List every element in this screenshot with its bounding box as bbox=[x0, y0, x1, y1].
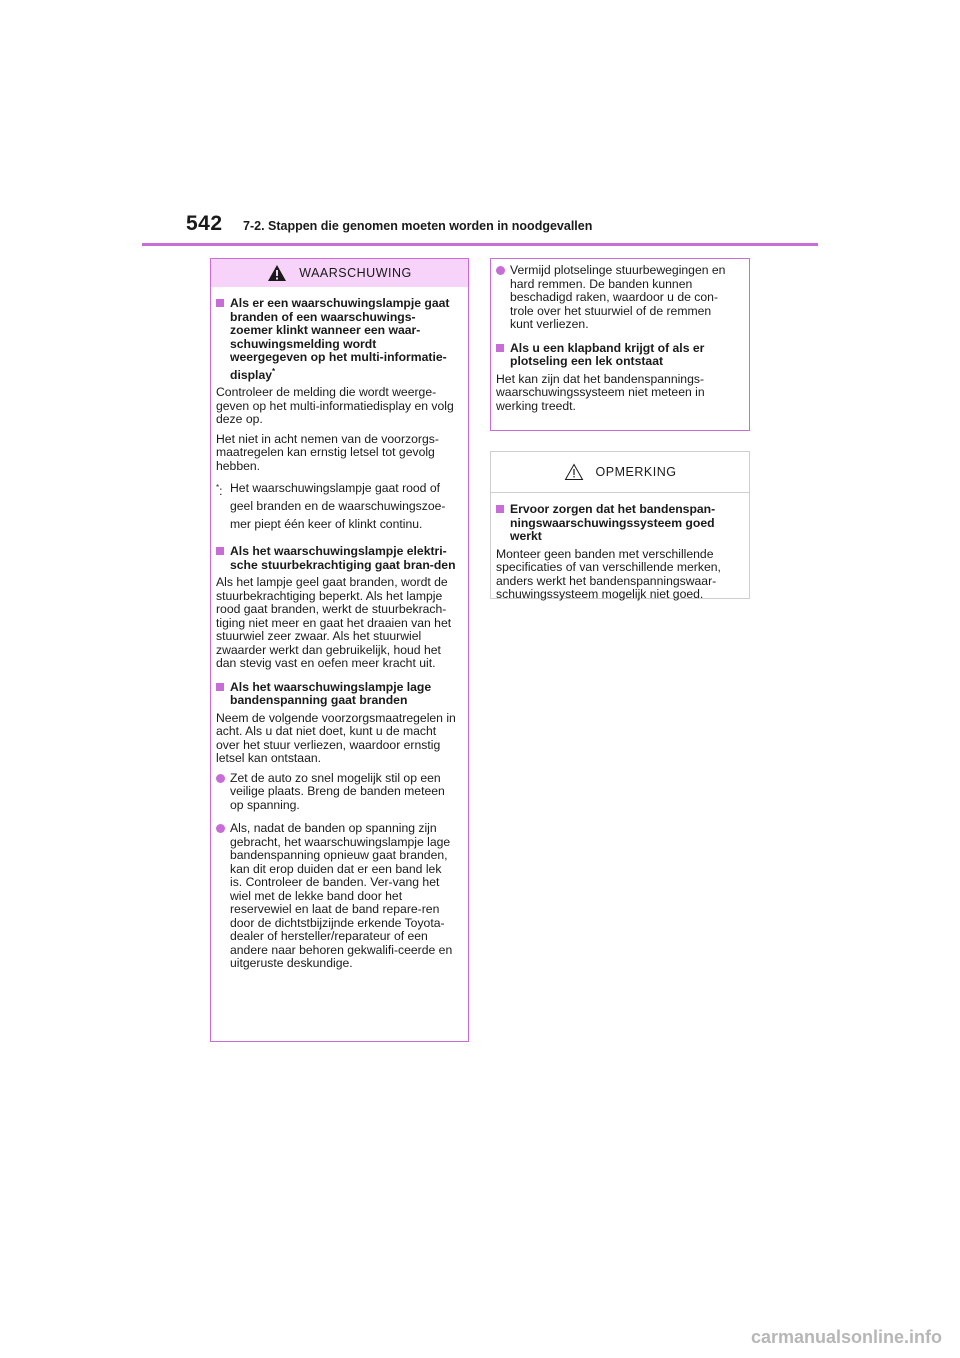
note-box-header bbox=[491, 452, 749, 493]
paragraph: Controleer de melding die wordt weerge-geven op het multi-informatiedisplay en volg deze op. bbox=[216, 385, 454, 427]
square-bullet-icon bbox=[216, 683, 224, 691]
list-item-text: Zet de auto zo snel mogelijk stil op een veilige plaats. Breng de banden meteen op spanning. bbox=[230, 770, 445, 812]
section-heading bbox=[496, 503, 737, 544]
section-heading-text: Als er een waarschuwingslampje gaat branden of een waarschuwings-zoemer klinkt wanneer een waar-schuwingsmelding wordt weergegeven op het multi-informatie-display* bbox=[230, 296, 450, 382]
warning-triangle-icon bbox=[267, 264, 287, 282]
footnote-text: Het waarschuwingslampje gaat rood of geel branden en de waarschuwingszoe-mer piept één keer of klinkt continu. bbox=[230, 481, 446, 532]
paragraph: Neem de volgende voorzorgsmaatregelen in acht. Als u dat niet doet, kunt u de macht over het stuur verliezen, waardoor ernstig letsel kan ontstaan. bbox=[216, 710, 456, 766]
running-title: 7-2. Stappen die genomen moeten worden in noodgevallen bbox=[243, 219, 593, 233]
section-heading bbox=[216, 545, 456, 572]
round-bullet-icon bbox=[216, 824, 225, 833]
list-item bbox=[496, 264, 737, 332]
paragraph: Als het lampje geel gaat branden, wordt de stuurbekrachtiging beperkt. Als het lampje rood gaat branden, werkt de stuurbekrach-tiging niet meer en gaat het draaien van het stuurwiel zeer zwaar. Als het stuurwiel zwaarder werkt dan gebruikelijk, houd het dan stevig vast en oefen meer kracht uit. bbox=[216, 575, 452, 671]
paragraph: Het niet in acht nemen van de voorzorgs-maatregelen kan ernstig letsel tot gevolg hebben. bbox=[216, 431, 439, 473]
section-heading-text: Als het waarschuwingslampje elektri-sche stuurbekrachtiging gaat bran-den bbox=[230, 544, 456, 572]
round-bullet-icon bbox=[496, 266, 505, 275]
section-heading-text: Als u een klapband krijgt of als er plotseling een lek ontstaat bbox=[510, 340, 705, 368]
note-box bbox=[490, 451, 750, 599]
caution-triangle-icon bbox=[564, 463, 584, 481]
list-item-text: Als, nadat de banden op spanning zijn gebracht, het waarschuwingslampje lage bandenspanning opnieuw gaat branden, kan dit erop duiden dat er een band lek is. Controleer de banden. Ver-vang het wiel met de lekke band door het reservewiel en laat de band repare-ren door de dichtstbijzijnde erkende Toyota-dealer of hersteller/reparateur of een andere naar behoren gekwalifi-ceerde en uitgeruste deskundige. bbox=[230, 821, 453, 971]
warning-box bbox=[210, 258, 469, 1042]
paragraph: Monteer geen banden met verschillende specificaties of van verschillende merken, anders werkt het bandenspanningswaar-schuwingssysteem mogelijk niet goed. bbox=[496, 546, 721, 601]
round-bullet-icon bbox=[216, 774, 225, 783]
warning-box-header bbox=[211, 259, 468, 287]
footnote-marker: *: bbox=[216, 483, 223, 499]
page-number: 542 bbox=[186, 212, 223, 235]
section-heading bbox=[216, 297, 456, 382]
section-heading bbox=[496, 342, 737, 369]
section-heading bbox=[216, 681, 456, 708]
footnote bbox=[216, 479, 456, 533]
square-bullet-icon bbox=[216, 547, 224, 555]
paragraph: Het kan zijn dat het bandenspannings-waarschuwingssysteem niet meteen in werking treedt. bbox=[496, 371, 705, 413]
warning-box-continued bbox=[490, 258, 750, 431]
header-rule bbox=[142, 243, 818, 246]
square-bullet-icon bbox=[496, 505, 504, 513]
section-heading-text: Ervoor zorgen dat het bandenspan-ningswaarschuwingssysteem goed werkt bbox=[510, 502, 716, 543]
watermark: carmanualsonline.info bbox=[750, 1327, 942, 1347]
warning-box-title: WAARSCHUWING bbox=[299, 266, 412, 280]
square-bullet-icon bbox=[216, 299, 224, 307]
note-box-title: OPMERKING bbox=[595, 465, 677, 479]
square-bullet-icon bbox=[496, 344, 504, 352]
section-heading-text: Als het waarschuwingslampje lage bandenspanning gaat branden bbox=[230, 679, 432, 708]
list-item bbox=[216, 772, 456, 813]
list-item-text: Vermijd plotselinge stuurbewegingen en hard remmen. De banden kunnen beschadigd raken, waardoor u de con-trole over het stuurwiel of de remmen kunt verliezen. bbox=[510, 263, 726, 331]
list-item bbox=[216, 822, 456, 971]
